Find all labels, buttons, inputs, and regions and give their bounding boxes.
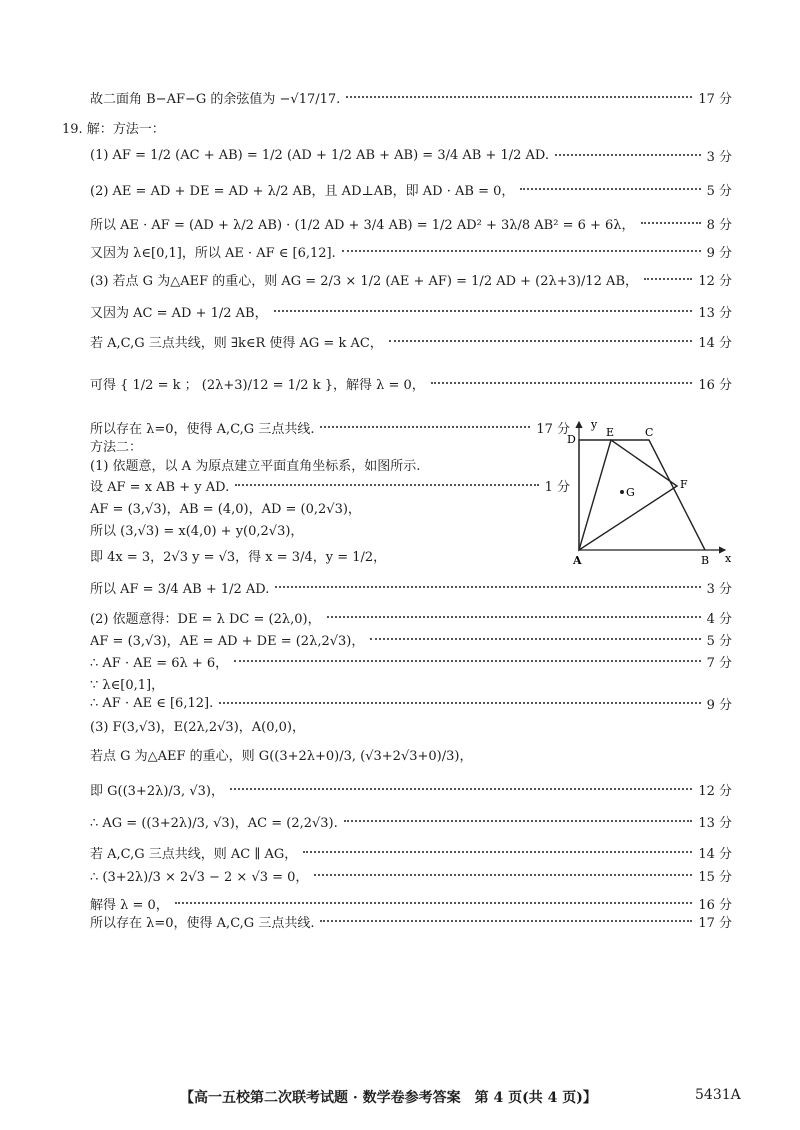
leader-dots	[274, 309, 693, 312]
coordinate-figure	[565, 418, 735, 568]
line-text: 若 A,C,G 三点共线，则 AC ∥ AG，	[90, 847, 298, 862]
score: 17 分	[698, 916, 732, 931]
score: 1 分	[544, 480, 570, 495]
answer-line	[90, 146, 732, 165]
answer-line	[90, 578, 732, 597]
leader-dots	[555, 153, 701, 156]
score: 12 分	[698, 274, 732, 289]
leader-dots	[389, 339, 693, 342]
answer-line	[90, 476, 570, 495]
answer-line	[90, 270, 732, 289]
page-footer: 【高一五校第二次联考试题 · 数学卷参考答案 第 4 页(共 4 页)】	[180, 1090, 597, 1106]
line-text: (1) 依题意，以 A 为原点建立平面直角坐标系，如图所示.	[90, 459, 421, 474]
answer-line	[90, 866, 732, 885]
label-x: x	[725, 552, 732, 565]
answer-line	[90, 242, 732, 261]
score: 14 分	[698, 847, 732, 862]
score: 5 分	[706, 634, 732, 649]
answer-line	[90, 302, 732, 321]
line-text: (1) AF = 1/2 (AC + AB) = 1/2 (AD + 1/2 AB + AB) = 3/4 AB + 1/2 AD.	[90, 148, 550, 163]
answer-line	[90, 843, 732, 862]
answer-line	[90, 652, 732, 671]
score: 16 分	[698, 378, 732, 393]
label-G: G	[626, 486, 635, 499]
score: 17 分	[536, 422, 570, 437]
leader-dots	[344, 819, 693, 822]
score: 4 分	[706, 612, 732, 627]
label-F: F	[680, 478, 688, 491]
label-B: B	[701, 554, 710, 567]
answer-line	[90, 894, 732, 913]
answer-line	[90, 520, 538, 539]
trapezoid-ABCD	[579, 440, 705, 550]
answer-line	[90, 374, 732, 393]
line-text: 方法二：	[90, 440, 143, 455]
score: 15 分	[698, 870, 732, 885]
leader-dots	[370, 637, 700, 640]
answer-line	[90, 546, 538, 565]
score: 3 分	[706, 582, 732, 597]
answer-line	[90, 608, 732, 627]
leader-dots	[234, 659, 700, 662]
answer-line	[90, 332, 732, 351]
leader-dots	[175, 901, 693, 904]
leader-dots	[230, 787, 692, 790]
line-text: 若点 G 为△AEF 的重心，则 G((3+2λ+0)/3, (√3+2√3+0)/3)，	[90, 749, 473, 764]
score: 12 分	[698, 784, 732, 799]
line-text: 所以 AE · AF = (AD + λ/2 AB) · (1/2 AD + 3/4 AB) = 1/2 AD² + 3λ/8 AB² = 6 + 6λ，	[90, 218, 635, 233]
answer-line	[90, 912, 732, 931]
line-text: ∴ (3+2λ)/3 × 2√3 − 2 × √3 = 0，	[90, 870, 309, 885]
centroid-point	[620, 490, 624, 494]
line-text: (3) 若点 G 为△AEF 的重心，则 AG = 2/3 × 1/2 (AE + AF) = 1/2 AD + (2λ+3)/12 AB，	[90, 274, 638, 289]
leader-dots	[342, 249, 701, 252]
score: 13 分	[698, 306, 732, 321]
score: 5 分	[706, 184, 732, 199]
line-text: (2) 依题意得：DE = λ DC = (2λ,0)，	[90, 612, 321, 627]
line-text: 可得 { 1/2 = k ； (2λ+3)/12 = 1/2 k }，解得 λ = 0，	[90, 378, 425, 393]
leader-dots	[327, 615, 701, 618]
answer-line	[90, 630, 732, 649]
score: 8 分	[706, 218, 732, 233]
line-text: 解得 λ = 0，	[90, 898, 169, 913]
question-number: 19. 解：方法一：	[62, 122, 165, 137]
answer-line	[90, 780, 732, 799]
leader-dots	[275, 585, 700, 588]
answer-line	[90, 694, 732, 713]
line-text: 即 4x = 3，2√3 y = √3，得 x = 3/4，y = 1/2，	[90, 550, 387, 565]
label-A: A	[573, 554, 582, 567]
line-text: 又因为 AC = AD + 1/2 AB，	[90, 306, 268, 321]
score: 14 分	[698, 336, 732, 351]
label-E: E	[606, 426, 615, 439]
leader-dots	[431, 381, 693, 384]
answer-line	[90, 745, 732, 764]
answer-line	[90, 812, 732, 831]
line-text: ∴ AF · AE = 6λ + 6，	[90, 656, 229, 671]
answer-line	[90, 88, 732, 107]
leader-dots	[320, 919, 692, 922]
leader-dots	[520, 187, 700, 190]
leader-dots	[320, 425, 530, 428]
line-text: ∵ λ∈[0,1]，	[90, 678, 165, 693]
line-text: 所以 (3,√3) = x(4,0) + y(0,2√3)，	[90, 524, 304, 539]
line-text: (3) F(3,√3)，E(2λ,2√3)，A(0,0)，	[90, 720, 305, 735]
score: 9 分	[706, 698, 732, 713]
leader-dots	[641, 221, 701, 224]
line-text: 即 G((3+2λ)/3, √3)，	[90, 784, 224, 799]
line-text: AF = (3,√3)，AB = (4,0)，AD = (0,2√3)，	[90, 502, 361, 517]
answer-line	[90, 674, 732, 693]
leader-dots	[303, 850, 692, 853]
line-text: 所以存在 λ=0，使得 A,C,G 三点共线.	[90, 916, 315, 931]
line-text: ∴ AF · AE ∈ [6,12].	[90, 696, 214, 711]
line-text: AF = (3,√3)，AE = AD + DE = (2λ,2√3)，	[90, 634, 365, 649]
leader-dots	[346, 95, 692, 98]
answer-line	[90, 418, 570, 437]
leader-dots	[235, 483, 538, 486]
line-text: (2) AE = AD + DE = AD + λ/2 AB，且 AD⊥AB，即 AD · AB = 0，	[90, 184, 515, 199]
line-text: 若 A,C,G 三点共线，则 ∃k∈R 使得 AG = k AC，	[90, 336, 383, 351]
line-text: ∴ AG = ((3+2λ)/3, √3)，AC = (2,2√3).	[90, 816, 338, 831]
leader-dots	[219, 701, 700, 704]
score: 3 分	[706, 150, 732, 165]
answer-line	[90, 455, 538, 474]
score: 16 分	[698, 898, 732, 913]
score: 7 分	[706, 656, 732, 671]
score: 9 分	[706, 246, 732, 261]
answer-line	[90, 214, 732, 233]
label-C: C	[645, 426, 654, 439]
line-text: 又因为 λ∈[0,1]，所以 AE · AF ∈ [6,12].	[90, 246, 336, 261]
answer-line	[90, 180, 732, 199]
answer-line	[90, 716, 732, 735]
leader-dots	[314, 873, 692, 876]
method2-title	[90, 436, 538, 455]
score: 17 分	[698, 92, 732, 107]
document-code: 5431A	[695, 1087, 741, 1103]
label-D: D	[567, 433, 576, 446]
line-text: 所以 AF = 3/4 AB + 1/2 AD.	[90, 582, 270, 597]
line-text: 故二面角 B−AF−G 的余弦值为 −√17/17.	[90, 92, 341, 107]
line-text: 设 AF = x AB + y AD.	[90, 480, 230, 495]
score: 13 分	[698, 816, 732, 831]
label-y: y	[591, 418, 598, 431]
line-text: 所以存在 λ=0，使得 A,C,G 三点共线.	[90, 422, 315, 437]
answer-line	[90, 498, 538, 517]
leader-dots	[644, 277, 692, 280]
